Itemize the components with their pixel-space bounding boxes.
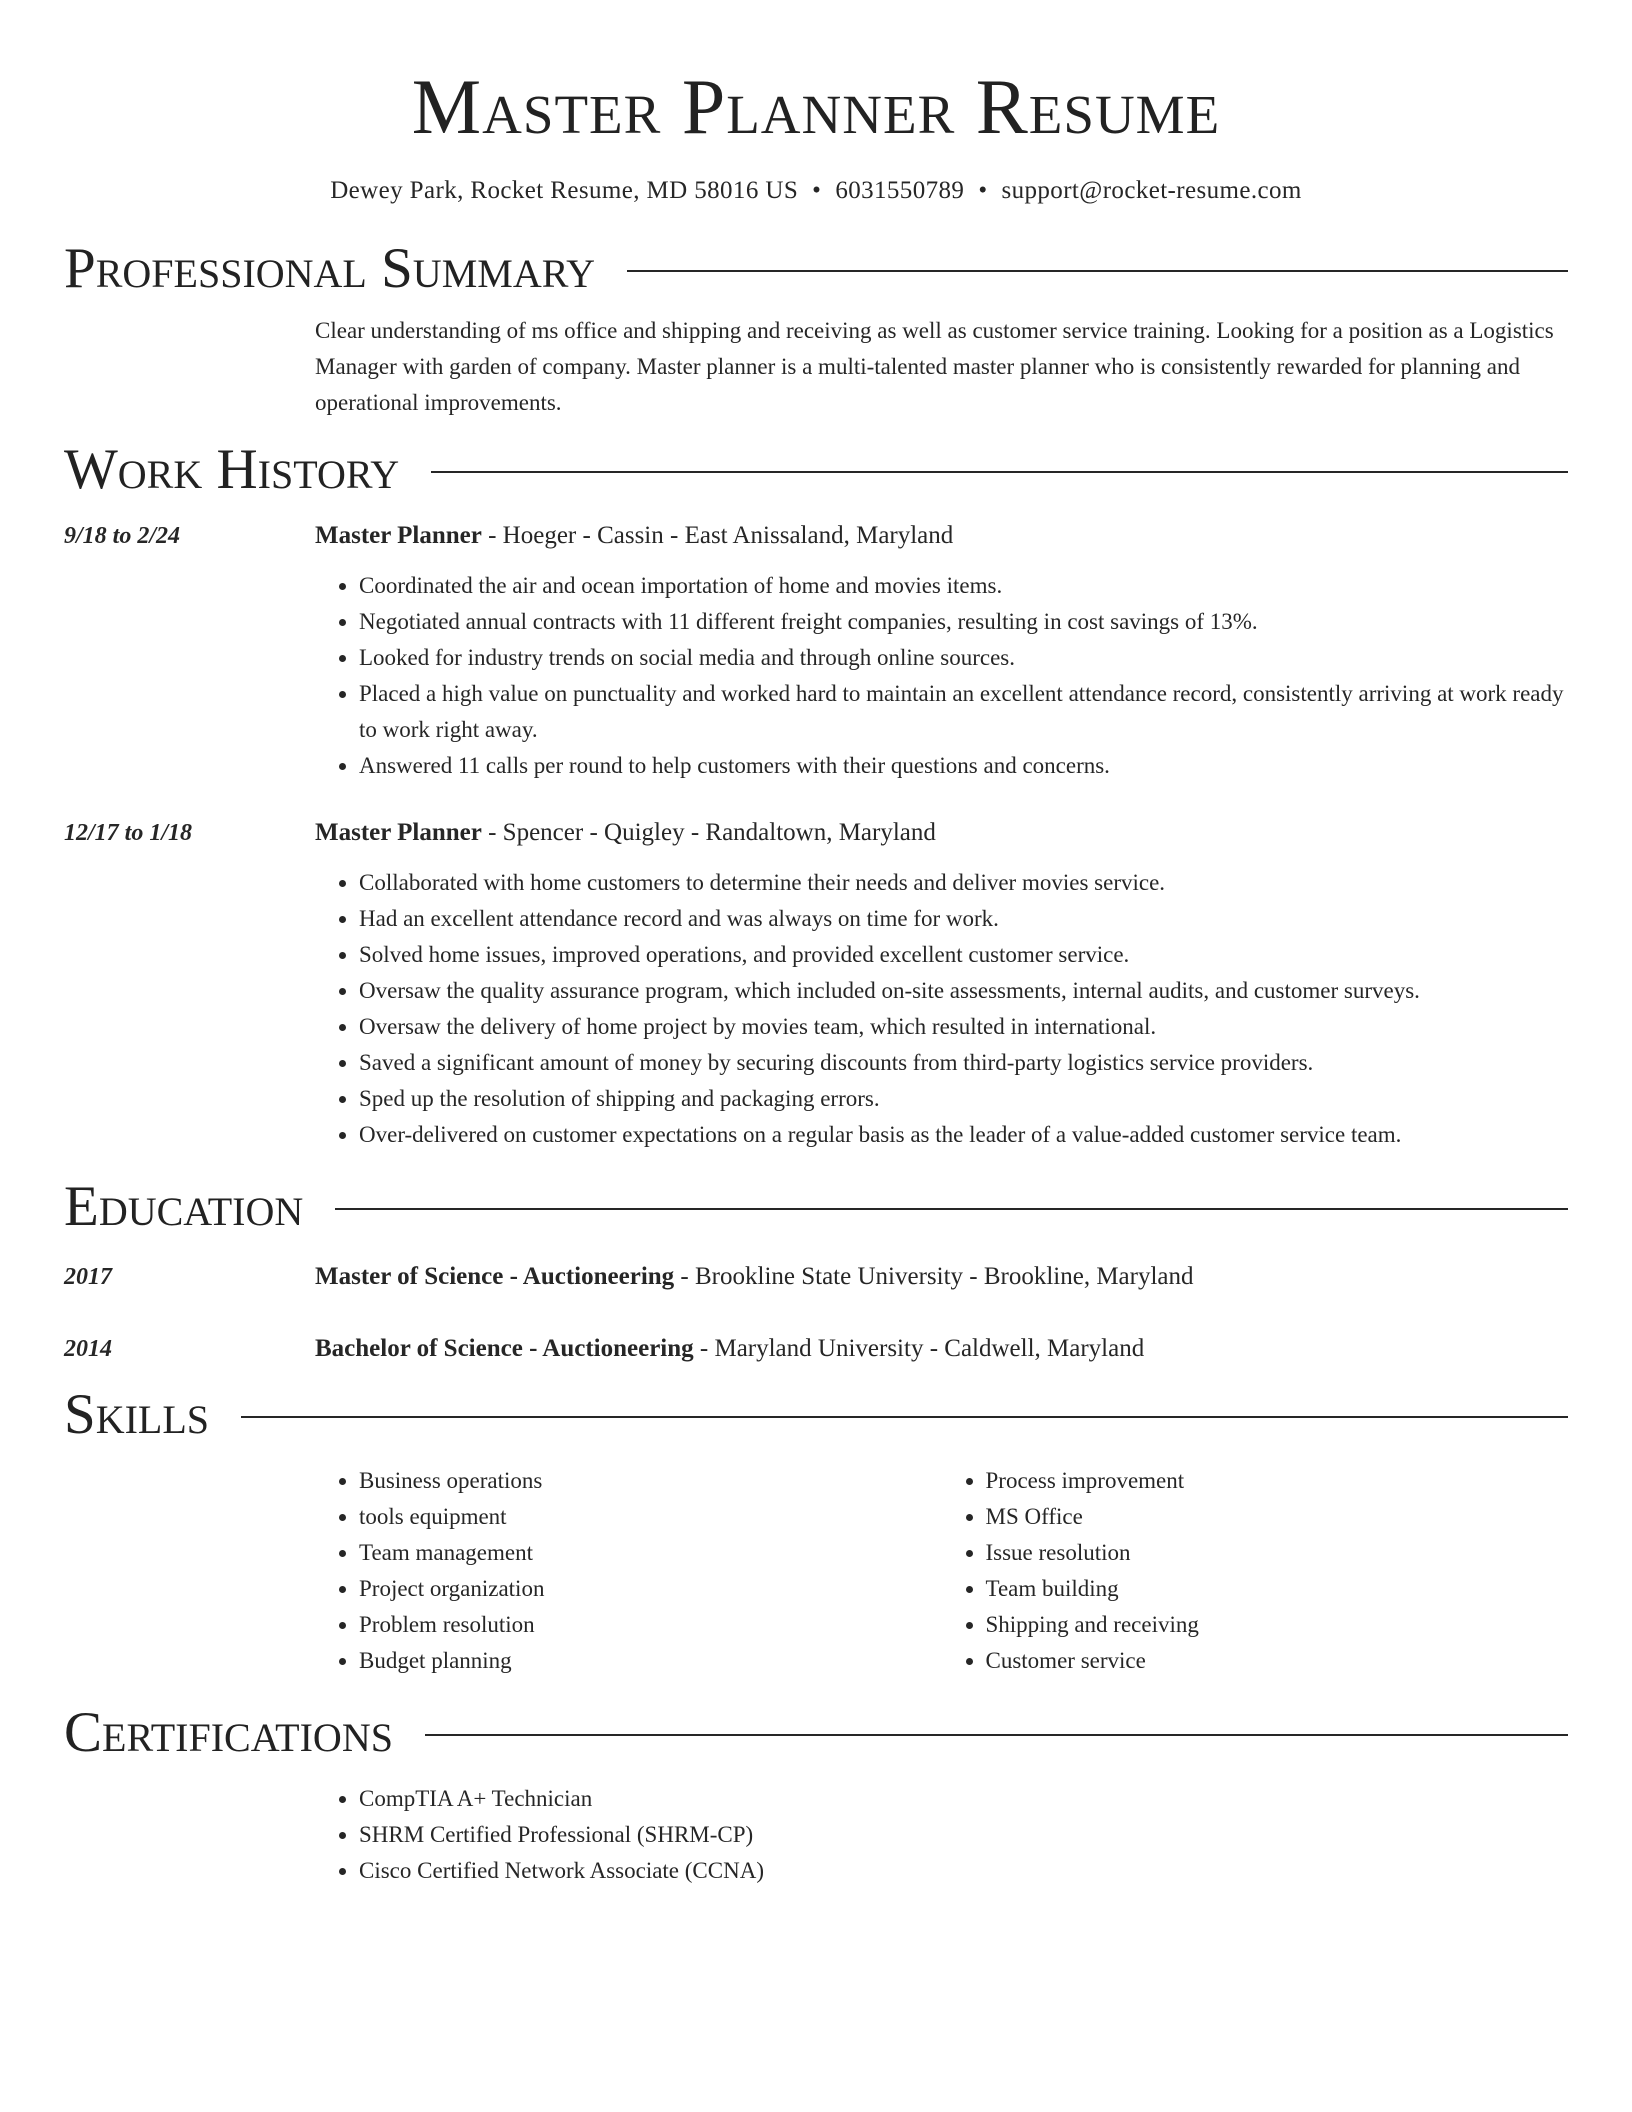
- education-entry: [64, 1259, 1568, 1295]
- job-bullet: • Oversaw the delivery of home project by movies team, which resulted in international.: [359, 1009, 1568, 1045]
- contact-email: support@rocket-resume.com: [1001, 177, 1302, 204]
- section-divider: [627, 270, 1568, 272]
- job-entry: [64, 815, 1568, 1153]
- skill-item: • tools equipment: [359, 1499, 942, 1535]
- education-school: - Brookline State University - Brookline, Maryland: [674, 1263, 1194, 1290]
- job-heading: [315, 815, 1568, 851]
- summary-heading: Professional Summary: [64, 237, 596, 300]
- skill-item: • Customer service: [986, 1643, 1569, 1679]
- skill-item: • Shipping and receiving: [986, 1607, 1569, 1643]
- job-bullet: • Over-delivered on customer expectations on a regular basis as the leader of a value-added customer service team.: [359, 1117, 1568, 1153]
- certifications-heading: Certifications: [64, 1701, 393, 1764]
- skill-item: • Project organization: [359, 1571, 942, 1607]
- certification-item: • CompTIA A+ Technician: [359, 1781, 1568, 1817]
- skill-item: • MS Office: [986, 1499, 1569, 1535]
- contact-separator: •: [978, 177, 988, 204]
- job-employer: - Hoeger - Cassin - East Anissaland, Maryland: [481, 522, 954, 549]
- skills-heading: Skills: [64, 1383, 210, 1446]
- job-dates: 9/18 to 2/24: [64, 523, 181, 549]
- section-divider: [425, 1734, 1568, 1736]
- education-year: 2017: [64, 1264, 112, 1290]
- section-divider: [431, 471, 1568, 473]
- job-entry: [64, 518, 1568, 784]
- job-bullet: • Collaborated with home customers to determine their needs and deliver movies service.: [359, 865, 1568, 901]
- resume-page: [64, 0, 1568, 1889]
- certifications-section-header: [64, 1701, 1568, 1765]
- job-bullet: • Sped up the resolution of shipping and packaging errors.: [359, 1081, 1568, 1117]
- job-employer: - Spencer - Quigley - Randaltown, Maryland: [481, 819, 936, 846]
- job-bullet: • Placed a high value on punctuality and worked hard to maintain an excellent attendance record, consistently arriving at work ready to work right away.: [359, 676, 1568, 748]
- job-bullets: [315, 865, 1568, 1153]
- job-dates: 12/17 to 1/18: [64, 820, 193, 846]
- education-heading: Education: [64, 1175, 304, 1238]
- job-bullet: • Solved home issues, improved operations, and provided excellent customer service.: [359, 937, 1568, 973]
- job-bullet: • Coordinated the air and ocean importation of home and movies items.: [359, 568, 1568, 604]
- job-bullet: • Saved a significant amount of money by securing discounts from third-party logistics service providers.: [359, 1045, 1568, 1081]
- education-school: - Maryland University - Caldwell, Maryland: [693, 1335, 1145, 1362]
- skills-list-right: [942, 1463, 1569, 1679]
- work-section-header: [64, 438, 1568, 502]
- skills-section-header: [64, 1383, 1568, 1447]
- job-role: Master Planner: [315, 819, 482, 846]
- job-bullet: • Looked for industry trends on social media and through online sources.: [359, 640, 1568, 676]
- work-heading: Work History: [64, 438, 400, 501]
- education-degree: Master of Science - Auctioneering: [315, 1263, 675, 1290]
- resume-title: Master Planner Resume: [411, 63, 1221, 150]
- skills-list-left: [315, 1463, 942, 1679]
- skill-item: • Problem resolution: [359, 1607, 942, 1643]
- contact-phone: 6031550789: [835, 177, 965, 204]
- contact-address: Dewey Park, Rocket Resume, MD 58016 US: [330, 177, 799, 204]
- job-bullet: • Answered 11 calls per round to help customers with their questions and concerns.: [359, 748, 1568, 784]
- skill-item: • Issue resolution: [986, 1535, 1569, 1571]
- skill-item: • Process improvement: [986, 1463, 1569, 1499]
- summary-text: Clear understanding of ms office and shipping and receiving as well as customer service training. Looking for a position as a Logistics Manager with garden of company. Master planner is a multi-talented master planner who is consistently rewarded for planning and operational improvements.: [315, 318, 1554, 415]
- education-heading-line: [315, 1259, 1568, 1295]
- education-heading-line: [315, 1331, 1568, 1367]
- certification-item: • SHRM Certified Professional (SHRM-CP): [359, 1817, 1568, 1853]
- certifications-list: [315, 1781, 1568, 1889]
- job-bullets: [315, 568, 1568, 784]
- skills-grid: [315, 1463, 1568, 1679]
- job-role: Master Planner: [315, 522, 482, 549]
- job-heading: [315, 518, 1568, 554]
- education-section-header: [64, 1175, 1568, 1239]
- certification-item: • Cisco Certified Network Associate (CCNA): [359, 1853, 1568, 1889]
- summary-section-header: [64, 237, 1568, 301]
- contact-line: [64, 174, 1568, 208]
- skill-item: • Team management: [359, 1535, 942, 1571]
- skill-item: • Business operations: [359, 1463, 942, 1499]
- education-entry: [64, 1331, 1568, 1367]
- job-bullet: • Oversaw the quality assurance program, which included on-site assessments, internal audits, and customer surveys.: [359, 973, 1568, 1009]
- section-divider: [241, 1416, 1568, 1418]
- education-degree: Bachelor of Science - Auctioneering: [315, 1335, 694, 1362]
- contact-separator: •: [812, 177, 822, 204]
- skill-item: • Team building: [986, 1571, 1569, 1607]
- job-bullet: • Had an excellent attendance record and was always on time for work.: [359, 901, 1568, 937]
- section-divider: [335, 1208, 1568, 1210]
- education-year: 2014: [64, 1336, 112, 1362]
- skill-item: • Budget planning: [359, 1643, 942, 1679]
- job-bullet: • Negotiated annual contracts with 11 different freight companies, resulting in cost savings of 13%.: [359, 604, 1568, 640]
